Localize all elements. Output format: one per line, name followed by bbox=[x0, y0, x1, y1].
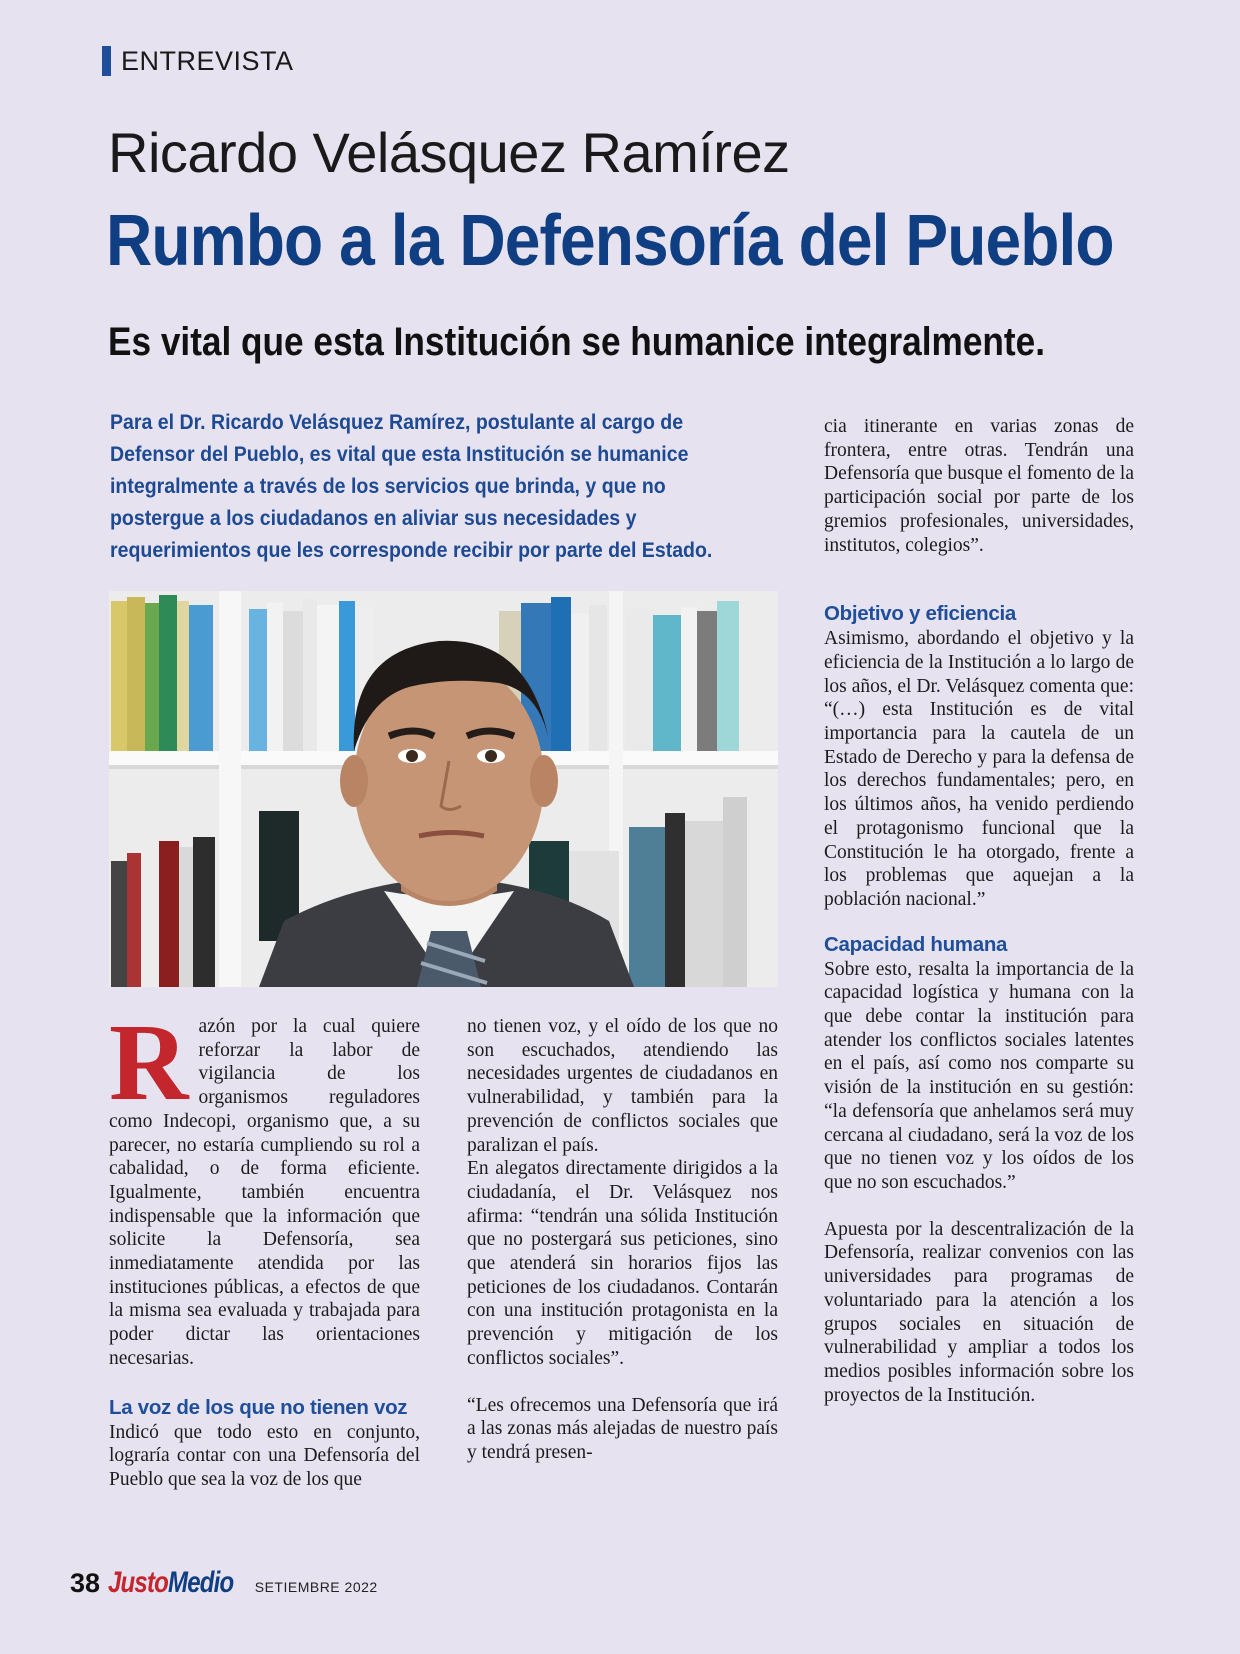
article-headline: Rumbo a la Defensoría del Pueblo bbox=[106, 201, 1114, 281]
body-paragraph-intro bbox=[109, 1001, 420, 1371]
body-paragraph: cia itinerante en varias zonas de frontera, entre otras. Tendrán una Defensoría que busque el fomento de la participación social por parte de los gremios profesionales, universidades, institutos, colegios”. bbox=[824, 416, 1134, 556]
middle-column bbox=[467, 1015, 778, 1465]
logo-part-justo: Justo bbox=[108, 1566, 169, 1599]
interviewee-name: Ricardo Velásquez Ramírez bbox=[108, 121, 790, 184]
page-number: 38 bbox=[70, 1568, 101, 1598]
section-tag bbox=[102, 46, 294, 76]
magazine-logo bbox=[108, 1566, 233, 1600]
issue-date: SETIEMBRE 2022 bbox=[254, 1579, 378, 1595]
page-footer bbox=[70, 1566, 378, 1600]
subheading-objetivo: Objetivo y eficiencia bbox=[824, 602, 1016, 626]
body-paragraph: Asimismo, abordando el objetivo y la eficiencia de la Institución a lo largo de los años, el Dr. Velásquez comenta que: “(…) esta Institución es de vital importancia para la cautela de un Estado de Derecho y para la defensa de los derechos fundamentales; pero, en los últimos años, ha venido perdiendo el protagonismo funcional que la Constitución le ha otorgado, frente a los problemas que aquejan a la población nacional.” bbox=[824, 628, 1134, 910]
body-paragraph: Sobre esto, resalta la importancia de la capacidad logística y humana con la que debe contar la institución para atender los conflictos sociales latentes en el país, así como nos comparte su visión de la institución en su gestión: “la defensoría que anhelamos será muy cercana al ciudadano, será la voz de los que no tienen voz y los oídos de los que no son escuchados.” bbox=[824, 958, 1134, 1193]
body-paragraph: no tienen voz, y el oído de los que no son escuchados, atendiendo las necesidades urgentes de ciudadanos en vulnerabilidad, y también para la prevención de conflictos sociales que paralizan el país. bbox=[467, 1016, 778, 1156]
body-paragraph: Apuesta por la descentralización de la Defensoría, realizar convenios con las universidades para programas de voluntariado para la atención a los grupos sociales en situación de vulnerabilidad y ampliar a todos los medios posibles información sobre los proyectos de la Institución. bbox=[824, 1218, 1134, 1406]
body-paragraph: En alegatos directamente dirigidos a la ciudadanía, el Dr. Velásquez nos afirma: “tendrán una sólida Institución que no postergará sus peticiones, sino que atenderá sin horarios fijos las peticiones de los ciudadanos. Contarán con una institución protagonista en la prevención y mitigación de los conflictos sociales”. bbox=[467, 1158, 778, 1369]
body-paragraph: “Les ofrecemos una Defensoría que irá a las zonas más alejadas de nuestro país y tendrá presen- bbox=[467, 1394, 778, 1463]
portrait-photo bbox=[109, 591, 778, 987]
drop-cap: R bbox=[109, 1001, 189, 1123]
section-label: ENTREVISTA bbox=[121, 45, 294, 76]
article-deck: Es vital que esta Institución se humanice integralmente. bbox=[108, 320, 1045, 364]
lead-paragraph: Para el Dr. Ricardo Velásquez Ramírez, postulante al cargo de Defensor del Pueblo, es vital que esta Institución se humanice integralmente a través de los servicios que brinda, y que no postergue a los ciudadanos en aliviar sus necesidades y requerimientos que les corresponde recibir por parte del Estado. bbox=[110, 411, 713, 562]
subheading-capacidad: Capacidad humana bbox=[824, 932, 1008, 956]
section-tag-bar bbox=[102, 46, 111, 76]
intro-text: azón por la cual quiere reforzar la labor de vigilancia de los organismos reguladores como Indecopi, organismo que, a su parecer, no estaría cumpliendo su rol a cabalidad, o de forma eficiente. Igualmente, también encuentra indispensable que la información que solicite la Defensoría, sea inmediatamente atendida por las instituciones públicas, a efectos de que la misma sea evaluada y trabajada para poder dictar las orientaciones necesarias. bbox=[109, 1016, 420, 1369]
subheading-voz: La voz de los que no tienen voz bbox=[109, 1395, 408, 1419]
body-paragraph: Indicó que todo esto en conjunto, lograría contar con una Defensoría del Pueblo que sea la voz de los que bbox=[109, 1421, 420, 1490]
logo-part-medio: Medio bbox=[168, 1566, 234, 1599]
left-column bbox=[109, 1001, 420, 1492]
right-column bbox=[824, 415, 1134, 1407]
